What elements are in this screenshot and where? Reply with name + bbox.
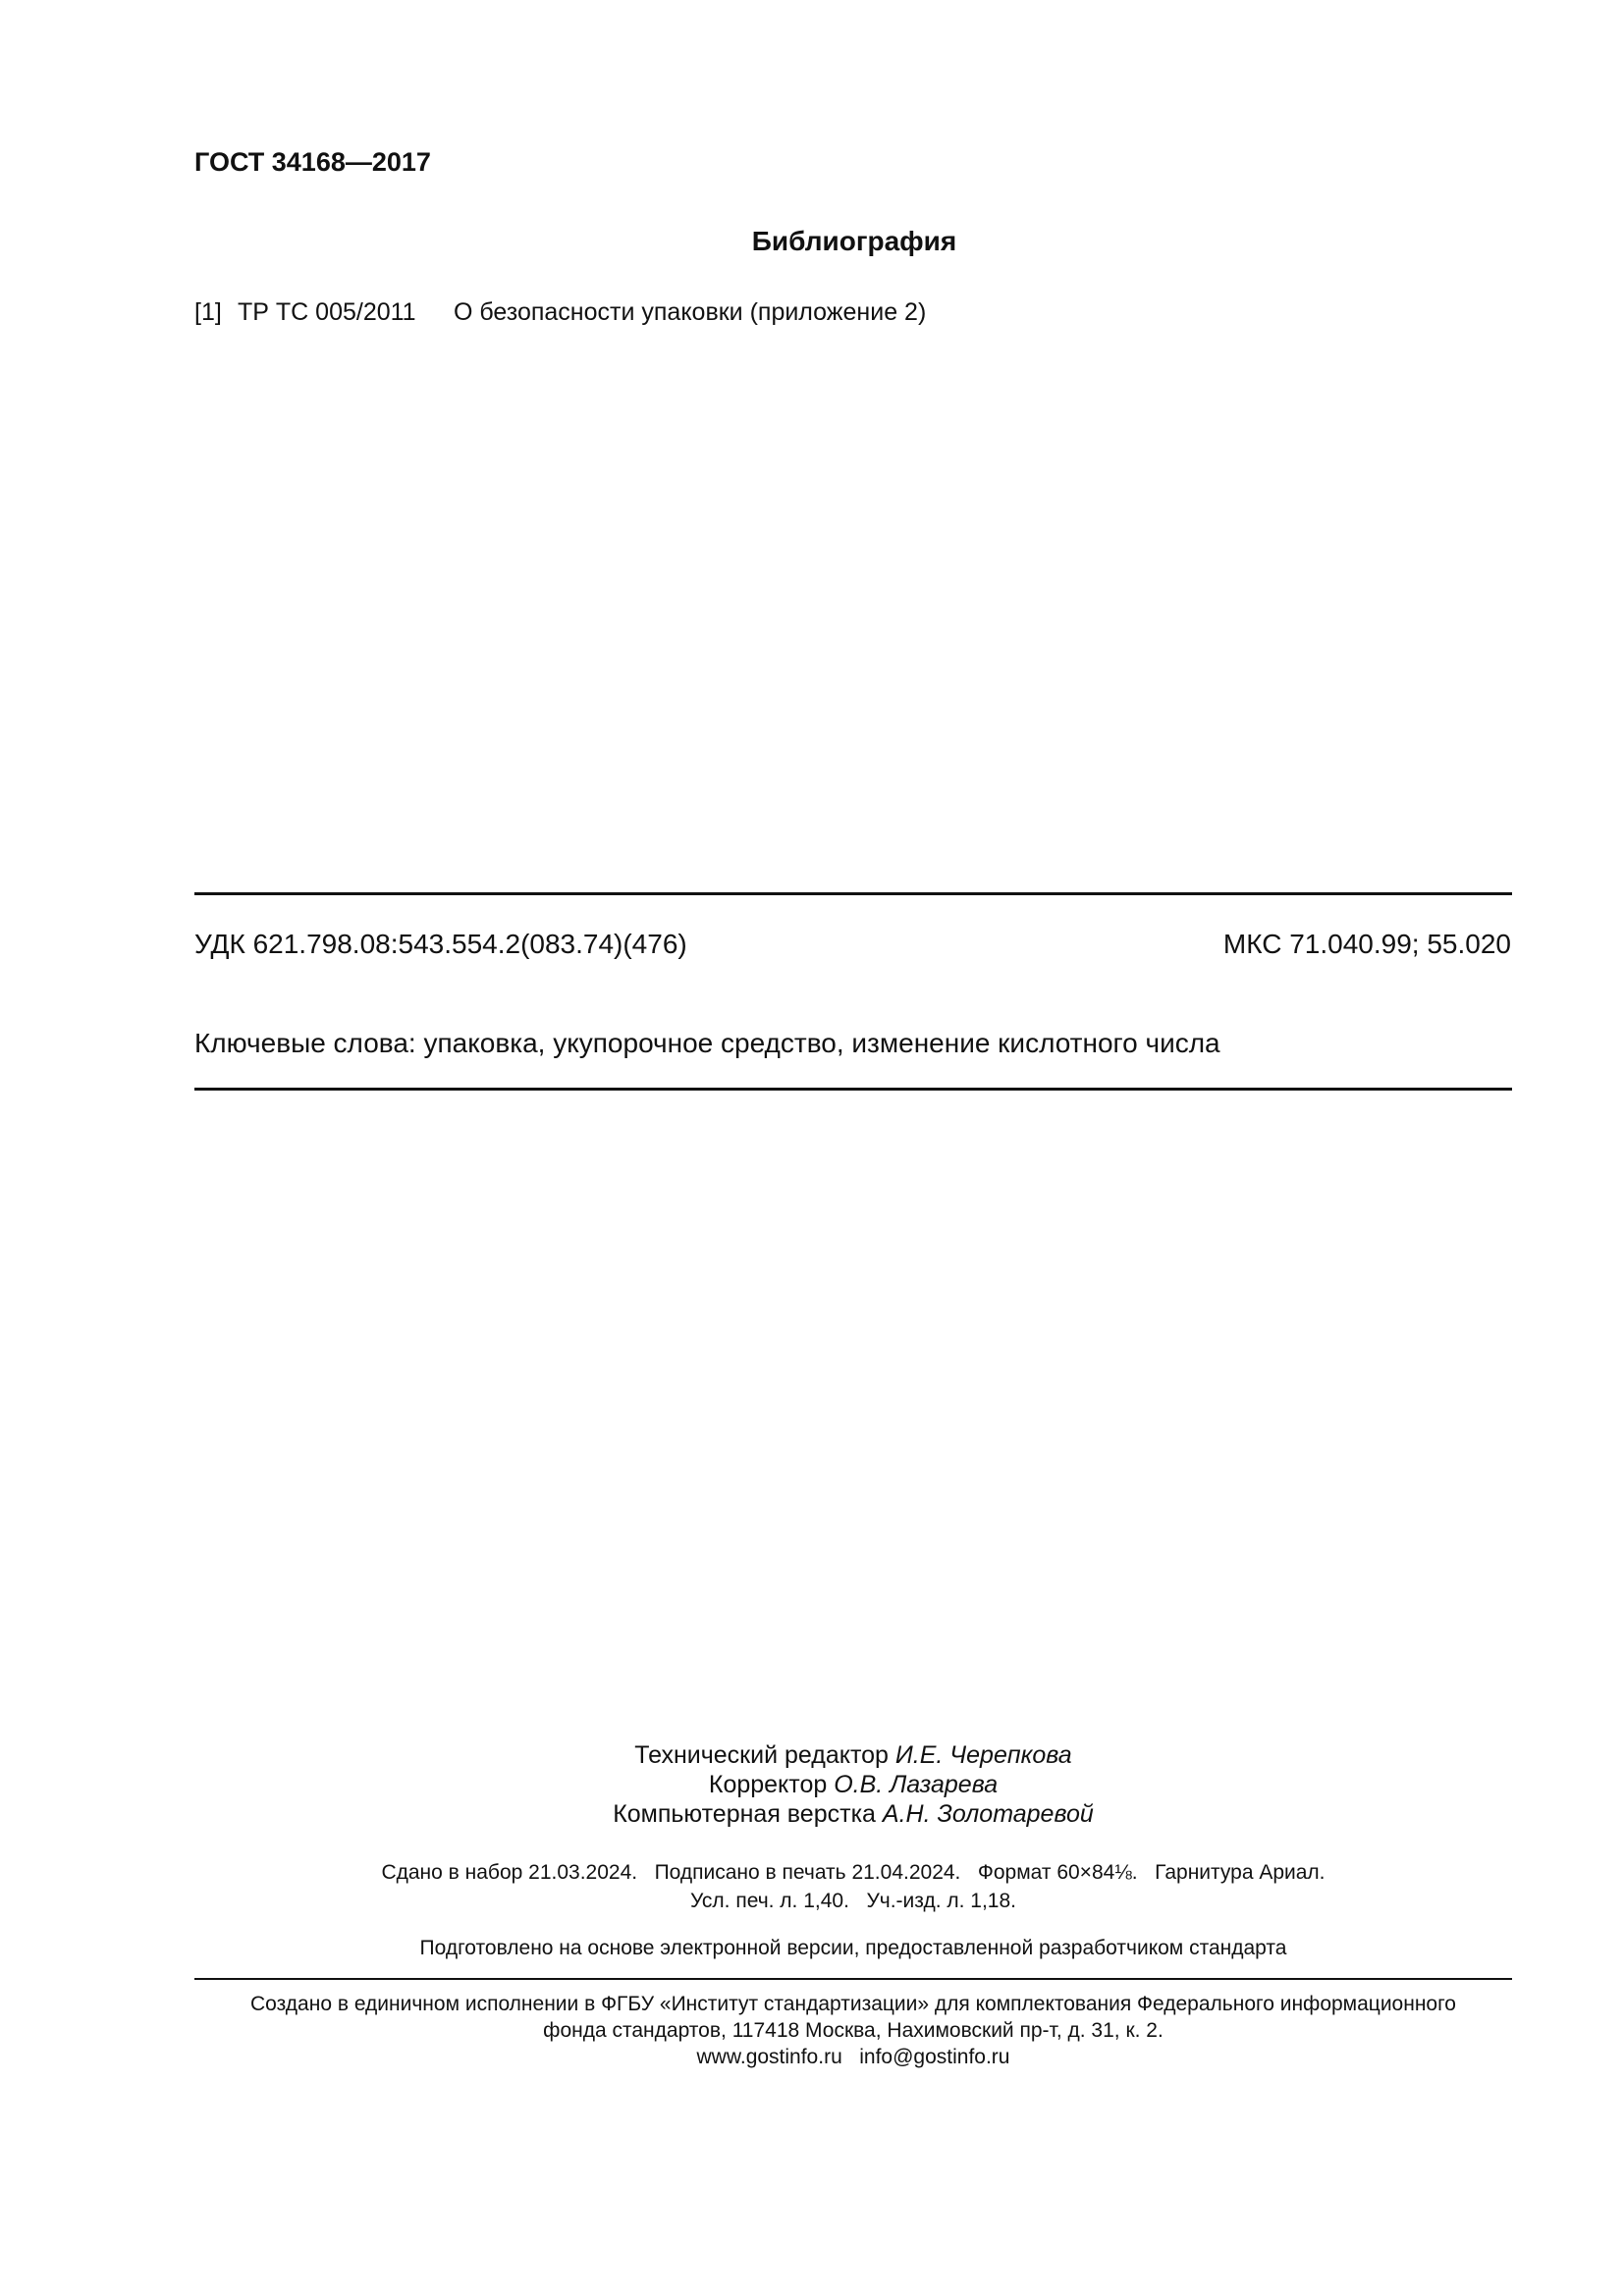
credit-corrector-label: Корректор [708,1771,828,1798]
credit-layout-label: Компьютерная верстка [613,1800,876,1828]
credit-tech-editor-label: Технический редактор [634,1741,889,1769]
created-note-line-1: Создано в единичном исполнении в ФГБУ «Институт стандартизации» для комплектования Федерального информационного [250,1993,1456,2015]
credit-layout [194,1799,1512,1829]
divider-top [194,892,1512,895]
print-info-line-2: Усл. печ. л. 1,40. Уч.-изд. л. 1,18. [689,1890,1016,1912]
bibliography-title: Библиография [751,226,957,256]
mks-code: МКС 71.040.99; 55.020 [1222,929,1511,959]
credits-block [194,1740,1512,1829]
prepared-note: Подготовлено на основе электронной версии, предоставленной разработчиком стандарта [419,1937,1287,1959]
bibliography-entry-reference: ТР ТС 005/2011 [238,298,416,326]
credit-tech-editor-name: И.Е. Черепкова [894,1741,1072,1769]
bibliography-entry [194,298,926,327]
credit-corrector [194,1770,1512,1799]
divider-middle [194,1088,1512,1091]
standard-code: ГОСТ 34168—2017 [194,147,431,177]
keywords: Ключевые слова: упаковка, укупорочное средство, изменение кислотного числа [194,1028,1220,1058]
bibliography-entry-number: [1] [194,298,222,326]
print-info-line-1: Сдано в набор 21.03.2024. Подписано в печать 21.04.2024. Формат 60×84⅛. Гарнитура Ариал. [381,1861,1326,1884]
created-note [194,1991,1512,2070]
created-note-line-2: фонда стандартов, 117418 Москва, Нахимовский пр-т, д. 31, к. 2. [543,2019,1164,2042]
print-info [194,1858,1512,1915]
credit-corrector-name: О.В. Лазарева [834,1771,999,1798]
divider-bottom [194,1978,1512,1980]
created-note-line-3: www.gostinfo.ru info@gostinfo.ru [696,2046,1010,2068]
bibliography-entry-title: О безопасности упаковки (приложение 2) [454,298,927,326]
credit-layout-name: А.Н. Золотаревой [882,1800,1094,1828]
credit-tech-editor [194,1740,1512,1770]
udk-code: УДК 621.798.08:543.554.2(083.74)(476) [194,929,687,959]
